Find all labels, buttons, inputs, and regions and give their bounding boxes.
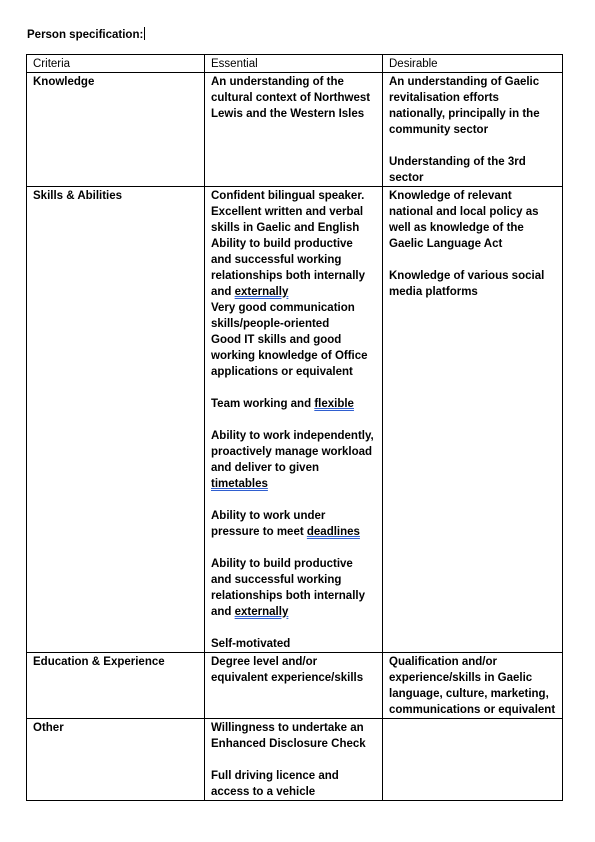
essential-skills-p7-underlined: timetables: [211, 478, 268, 490]
desirable-skills-p2: Knowledge of various social media platforms: [389, 270, 545, 298]
essential-skills: [205, 187, 383, 653]
criteria-skills: Skills & Abilities: [27, 187, 205, 653]
essential-skills-p10: Self-motivated: [211, 638, 291, 650]
paragraph-gap: [211, 492, 376, 508]
essential-other: [205, 719, 383, 801]
table-header-row: [27, 55, 563, 73]
essential-skills-p2: Excellent written and verbal skills in Gaelic and English: [211, 206, 364, 234]
person-spec-table: [26, 54, 563, 801]
essential-skills-p9-underlined: externally: [234, 606, 289, 618]
paragraph-gap: [211, 540, 376, 556]
paragraph-gap: [211, 752, 376, 768]
essential-other-p2: Full driving licence and access to a vehicle: [211, 770, 339, 798]
desirable-skills: [383, 187, 563, 653]
essential-skills-p9: [211, 556, 376, 620]
essential-skills-p7: [211, 428, 376, 492]
essential-skills-p6-underlined: flexible: [314, 398, 354, 410]
essential-skills-p8-underlined: deadlines: [306, 526, 360, 538]
essential-skills-p8-text: Ability to work under pressure to meet: [211, 510, 326, 538]
paragraph-gap: [389, 138, 556, 154]
criteria-other: Other: [27, 719, 205, 801]
essential-education: [205, 653, 383, 719]
essential-skills-p8: [211, 508, 376, 540]
essential-skills-p4: Very good communication skills/people-oriented: [211, 302, 355, 330]
essential-knowledge-p1: An understanding of the cultural context of Northwest Lewis and the Western Isles: [211, 76, 371, 120]
essential-skills-p3-underlined: externally: [234, 286, 289, 298]
header-essential: Essential: [205, 55, 383, 73]
desirable-education: [383, 653, 563, 719]
paragraph-gap: [211, 412, 376, 428]
header-criteria: Criteria: [27, 55, 205, 73]
paragraph-gap: [211, 380, 376, 396]
essential-skills-p3-text: Ability to build productive and successful working relationships both internally and: [211, 238, 365, 298]
paragraph-gap: [389, 252, 556, 268]
essential-skills-p6-text: Team working and: [211, 398, 315, 410]
table-row-other: [27, 719, 563, 801]
essential-other-p1: Willingness to undertake an Enhanced Disclosure Check: [211, 722, 366, 750]
essential-skills-p3: [211, 236, 376, 300]
essential-skills-p5: Good IT skills and good working knowledge of Office applications or equivalent: [211, 334, 368, 378]
desirable-skills-p1: Knowledge of relevant national and local policy as well as knowledge of the Gaelic Language Act: [389, 190, 539, 250]
essential-skills-p7-text: Ability to work independently, proactively manage workload and deliver to given: [211, 430, 374, 474]
text-cursor: [144, 27, 145, 40]
criteria-education: Education & Experience: [27, 653, 205, 719]
table-row-knowledge: [27, 73, 563, 187]
desirable-other: [383, 719, 563, 801]
header-desirable: Desirable: [383, 55, 563, 73]
essential-knowledge: [205, 73, 383, 187]
desirable-knowledge-p2: Understanding of the 3rd sector: [389, 156, 526, 184]
essential-education-p1: Degree level and/or equivalent experience/skills: [211, 656, 364, 684]
essential-skills-p6: [211, 396, 376, 412]
page-title: [27, 27, 145, 41]
desirable-education-p1: Qualification and/or experience/skills in Gaelic language, culture, marketing, communications or equivalent: [389, 656, 556, 716]
desirable-knowledge: [383, 73, 563, 187]
table-row-skills: [27, 187, 563, 653]
essential-skills-p9-text: Ability to build productive and successful working relationships both internally and: [211, 558, 365, 618]
page-title-text: Person specification:: [27, 29, 144, 41]
essential-skills-p1: Confident bilingual speaker.: [211, 190, 365, 202]
paragraph-gap: [211, 620, 376, 636]
criteria-knowledge: Knowledge: [27, 73, 205, 187]
desirable-knowledge-p1: An understanding of Gaelic revitalisation efforts nationally, principally in the community sector: [389, 76, 540, 136]
table-row-education: [27, 653, 563, 719]
